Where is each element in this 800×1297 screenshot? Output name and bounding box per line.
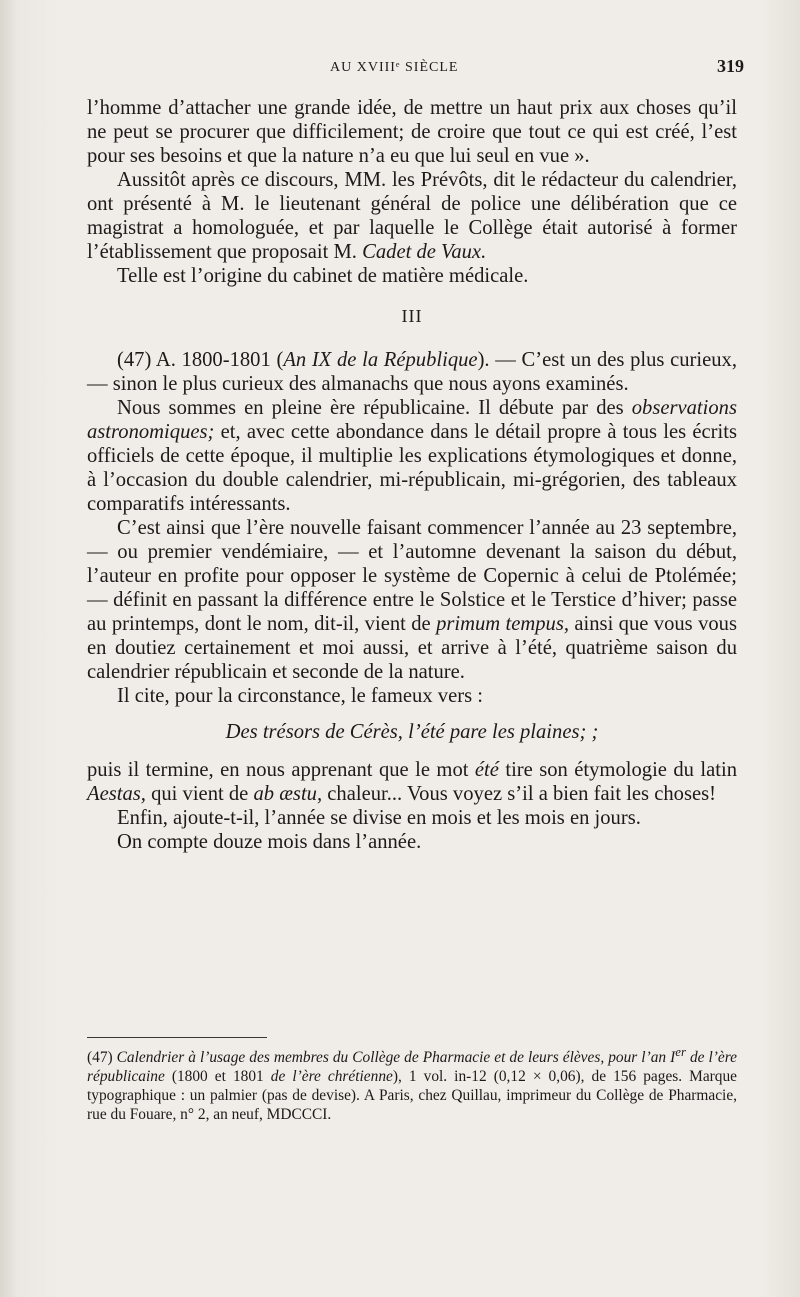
paragraph-6-italic: primum tempus, — [436, 613, 570, 635]
word-ab-aestu: ab æstu, — [253, 783, 323, 805]
paragraph-2 — [87, 168, 737, 264]
paragraph-8-text-d: chaleur... Vous voyez s’il a bien fait les choses! — [322, 783, 716, 805]
footnote-title-a: Calendrier à l’usage des membres du Collège de Pharmacie et de leurs élèves, pour l’an I — [116, 1049, 676, 1067]
word-ete: été — [474, 759, 499, 781]
paragraph-5-italic: observations astronomiques; — [87, 397, 737, 443]
verse-quote: Des trésors de Cérès, l’été pare les plaines; ; — [225, 721, 599, 743]
paragraph-4 — [87, 348, 737, 396]
paragraph-8-text-b: tire son étymologie du latin — [498, 759, 737, 781]
paragraph-9: Enfin, ajoute-t-il, l’année se divise en mois et les mois en jours. — [117, 807, 641, 829]
paragraph-3: Telle est l’origine du cabinet de matière médicale. — [117, 265, 529, 287]
paragraph-5 — [87, 396, 737, 516]
footnote-title-sup: er — [675, 1045, 686, 1059]
paragraph-5-text-a: Nous sommes en pleine ère républicaine. Il débute par des — [117, 397, 632, 419]
paragraph-8 — [87, 758, 737, 806]
footnote-rest: ), 1 vol. in-12 (0,12 × 0,06), de 156 pages. Marque typographique : un palmier (pas de devise). A Paris, chez Quillau, imprimeur du Collège de Pharmacie, rue du Fouare, n° 2, an neuf, MDCCCI. — [87, 1068, 738, 1124]
footnote-title-b: de l’ère républicaine — [87, 1049, 737, 1086]
paragraph-7: Il cite, pour la circonstance, le fameux vers : — [117, 685, 483, 707]
body-text — [87, 96, 737, 854]
section-heading: III — [401, 306, 423, 326]
paragraph-6-text-a: C’est ainsi que l’ère nouvelle faisant commencer l’année au 23 septembre, — ou premier vendémiaire, — et l’automne devenant la saison du début, l’auteur en profite pour opposer le système de Copernic à celui de Ptolémée; — définit en passant la différence entre le Solstice et le Terstice d’hiver; passe au printemps, dont le nom, dit-il, vient de — [87, 517, 737, 635]
paragraph-6-text-b: ainsi que vous vous en doutiez certainement et moi aussi, et arrive à l’été, quatrième saison du calendrier républicain et seconde de la nature. — [87, 613, 737, 683]
running-head: AU XVIIIᵉ SIÈCLE — [330, 60, 459, 75]
footnote-number: (47) — [87, 1049, 117, 1067]
paragraph-6 — [87, 516, 737, 684]
paragraph-10: On compte douze mois dans l’année. — [117, 831, 422, 853]
footnote-title-c: de l’ère chrétienne — [270, 1068, 393, 1086]
paragraph-8-text-c: qui vient de — [145, 783, 254, 805]
page-number: 319 — [717, 56, 744, 76]
entry-title: An IX de la République — [283, 349, 478, 371]
paragraph-4-text: ). — C’est un des plus curieux, — sinon le plus curieux des almanachs que nous ayons examinés. — [87, 349, 737, 395]
paragraph-8-text-a: puis il termine, en nous apprenant que le mot — [87, 759, 475, 781]
footnote-divider — [87, 1037, 267, 1038]
entry-number: (47) A. 1800-1801 ( — [117, 349, 284, 371]
paragraph-5-text-b: et, avec cette abondance dans le détail propre à tous les écrits officiels de cette époque, il multiplie les explications étymologiques et donne, à l’occasion du double calendrier, mi-républicain, mi-grégorien, des tableaux comparatifs intéressants. — [87, 421, 737, 515]
footnote — [87, 1043, 737, 1124]
footnote-mid: (1800 et 1801 — [164, 1068, 271, 1086]
word-aestas: Aestas, — [87, 783, 146, 805]
person-name: Cadet de Vaux. — [362, 241, 487, 263]
paragraph-1: l’homme d’attacher une grande idée, de mettre un haut prix aux choses qu’il ne peut se procurer que difficilement; de croire que tout ce qui est créé, l’est pour ses besoins et que la nature n’a eu que lui seul en vue ». — [87, 97, 737, 167]
paragraph-2-text: Aussitôt après ce discours, MM. les Prévôts, dit le rédacteur du calendrier, ont présenté à M. le lieutenant général de police une délibération que ce magistrat a homologuée, et par laquelle le Collège était autorisé à former l’établissement que proposait M. — [87, 169, 737, 263]
